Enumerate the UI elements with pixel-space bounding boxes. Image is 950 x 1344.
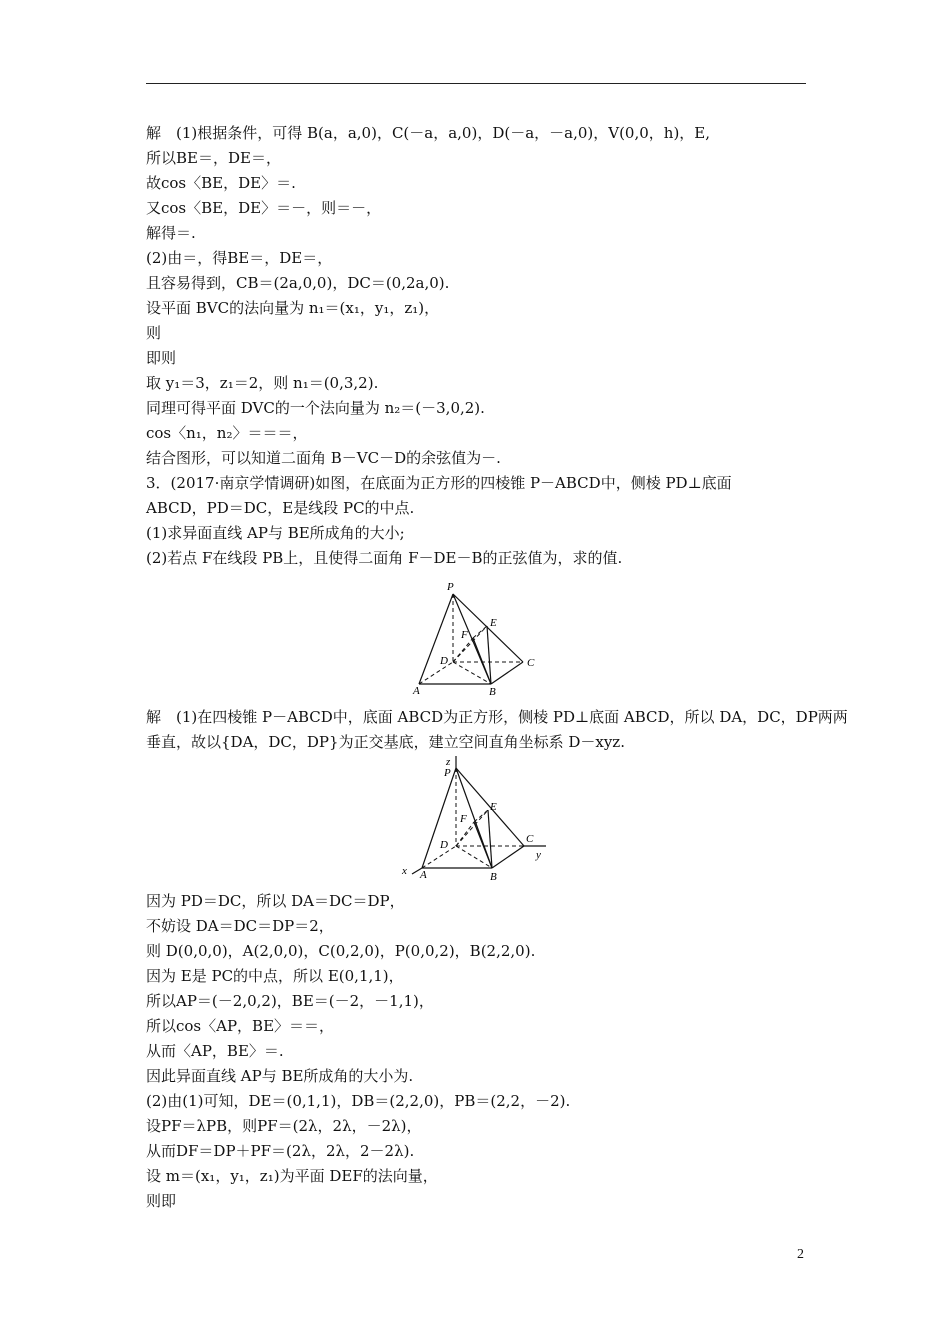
pyramid-figure: [405, 576, 555, 698]
text-line: 则即: [146, 1192, 177, 1210]
text-line: 不妨设 DA＝DC＝DP＝2，: [146, 917, 334, 935]
text-line: 因为 PD＝DC，所以 DA＝DC＝DP，: [146, 892, 405, 910]
label-c: C: [527, 657, 535, 669]
text-line: 垂直，故以{DA，DC，DP}为正交基底，建立空间直角坐标系 D－xyz.: [146, 733, 625, 751]
text-line: 从而DF＝DP＋PF＝(2λ，2λ，2－2λ).: [146, 1142, 415, 1160]
text-line: 且容易得到，CB＝(2a,0,0)，DC＝(0,2a,0).: [146, 274, 450, 292]
text-line: 解 (1)在四棱锥 P－ABCD中，底面 ABCD为正方形，侧棱 PD⊥底面 ABCD，所以 DA，DC，DP两两: [146, 708, 848, 726]
text-line: 所以BE＝，DE＝，: [146, 149, 281, 167]
page-number: 2: [797, 1247, 804, 1262]
question-2: (2)若点 F在线段 PB上，且使得二面角 F－DE－B的正弦值为，求的值.: [146, 549, 623, 567]
text-line: 因为 E是 PC的中点，所以 E(0,1,1)，: [146, 967, 404, 985]
header-rule: [146, 83, 806, 84]
label-d: D: [440, 839, 448, 851]
label-f: F: [461, 629, 468, 641]
text-line: 设 m＝(x₁，y₁，z₁)为平面 DEF的法向量，: [146, 1167, 438, 1185]
text-line: 则: [146, 324, 162, 342]
label-x: x: [402, 865, 407, 877]
text-line: 又cos〈BE，DE〉＝－，则＝－，: [146, 199, 382, 217]
label-a: A: [420, 869, 427, 881]
text-line: 结合图形，可以知道二面角 B－VC－D的余弦值为－.: [146, 449, 501, 467]
label-e: E: [490, 617, 497, 629]
label-b: B: [489, 686, 496, 698]
text-line: (2)由(1)可知，DE＝(0,1,1)，DB＝(2,2,0)，PB＝(2,2，－2).: [146, 1092, 571, 1110]
coordinate-pyramid-figure: [396, 756, 556, 882]
label-e: E: [490, 801, 497, 813]
label-z: z: [446, 756, 451, 768]
text-line: 取 y₁＝3，z₁＝2，则 n₁＝(0,3,2).: [146, 374, 379, 392]
problem-3-statement: 3．(2017·南京学情调研)如图，在底面为正方形的四棱锥 P－ABCD中，侧棱 PD⊥底面: [146, 474, 732, 492]
text-line: 设PF＝λPB，则PF＝(2λ，2λ，－2λ)，: [146, 1117, 422, 1135]
text-line: 解得＝.: [146, 224, 196, 242]
label-f: F: [460, 813, 467, 825]
text-line: 即则: [146, 349, 177, 367]
text-line: 解 (1)根据条件，可得 B(a，a,0)，C(－a，a,0)，D(－a，－a,0)，V(0,0，h)，E,: [146, 124, 711, 142]
label-p: P: [447, 581, 454, 593]
label-b: B: [490, 871, 497, 882]
question-1: (1)求异面直线 AP与 BE所成角的大小;: [146, 524, 405, 542]
text-line: 从而〈AP，BE〉＝.: [146, 1042, 284, 1060]
label-y: y: [536, 849, 541, 861]
text-line: 所以cos〈AP，BE〉＝＝，: [146, 1017, 335, 1035]
text-line: cos〈n₁，n₂〉＝＝＝，: [146, 424, 308, 442]
text-line: 故cos〈BE，DE〉＝.: [146, 174, 296, 192]
label-a: A: [413, 685, 420, 697]
text-line: (2)由＝，得BE＝，DE＝，: [146, 249, 333, 267]
text-line: 同理可得平面 DVC的一个法向量为 n₂＝(－3,0,2).: [146, 399, 485, 417]
text-line: 因此异面直线 AP与 BE所成角的大小为.: [146, 1067, 414, 1085]
text-line: 设平面 BVC的法向量为 n₁＝(x₁，y₁，z₁)，: [146, 299, 440, 317]
label-p: P: [444, 767, 451, 779]
label-c: C: [526, 833, 534, 845]
text-line: 所以AP＝(－2,0,2)，BE＝(－2，－1,1)，: [146, 992, 434, 1010]
label-d: D: [440, 655, 448, 667]
text-line: ABCD，PD＝DC，E是线段 PC的中点.: [146, 499, 415, 517]
text-line: 则 D(0,0,0)，A(2,0,0)，C(0,2,0)，P(0,0,2)，B(2,2,0).: [146, 942, 536, 960]
